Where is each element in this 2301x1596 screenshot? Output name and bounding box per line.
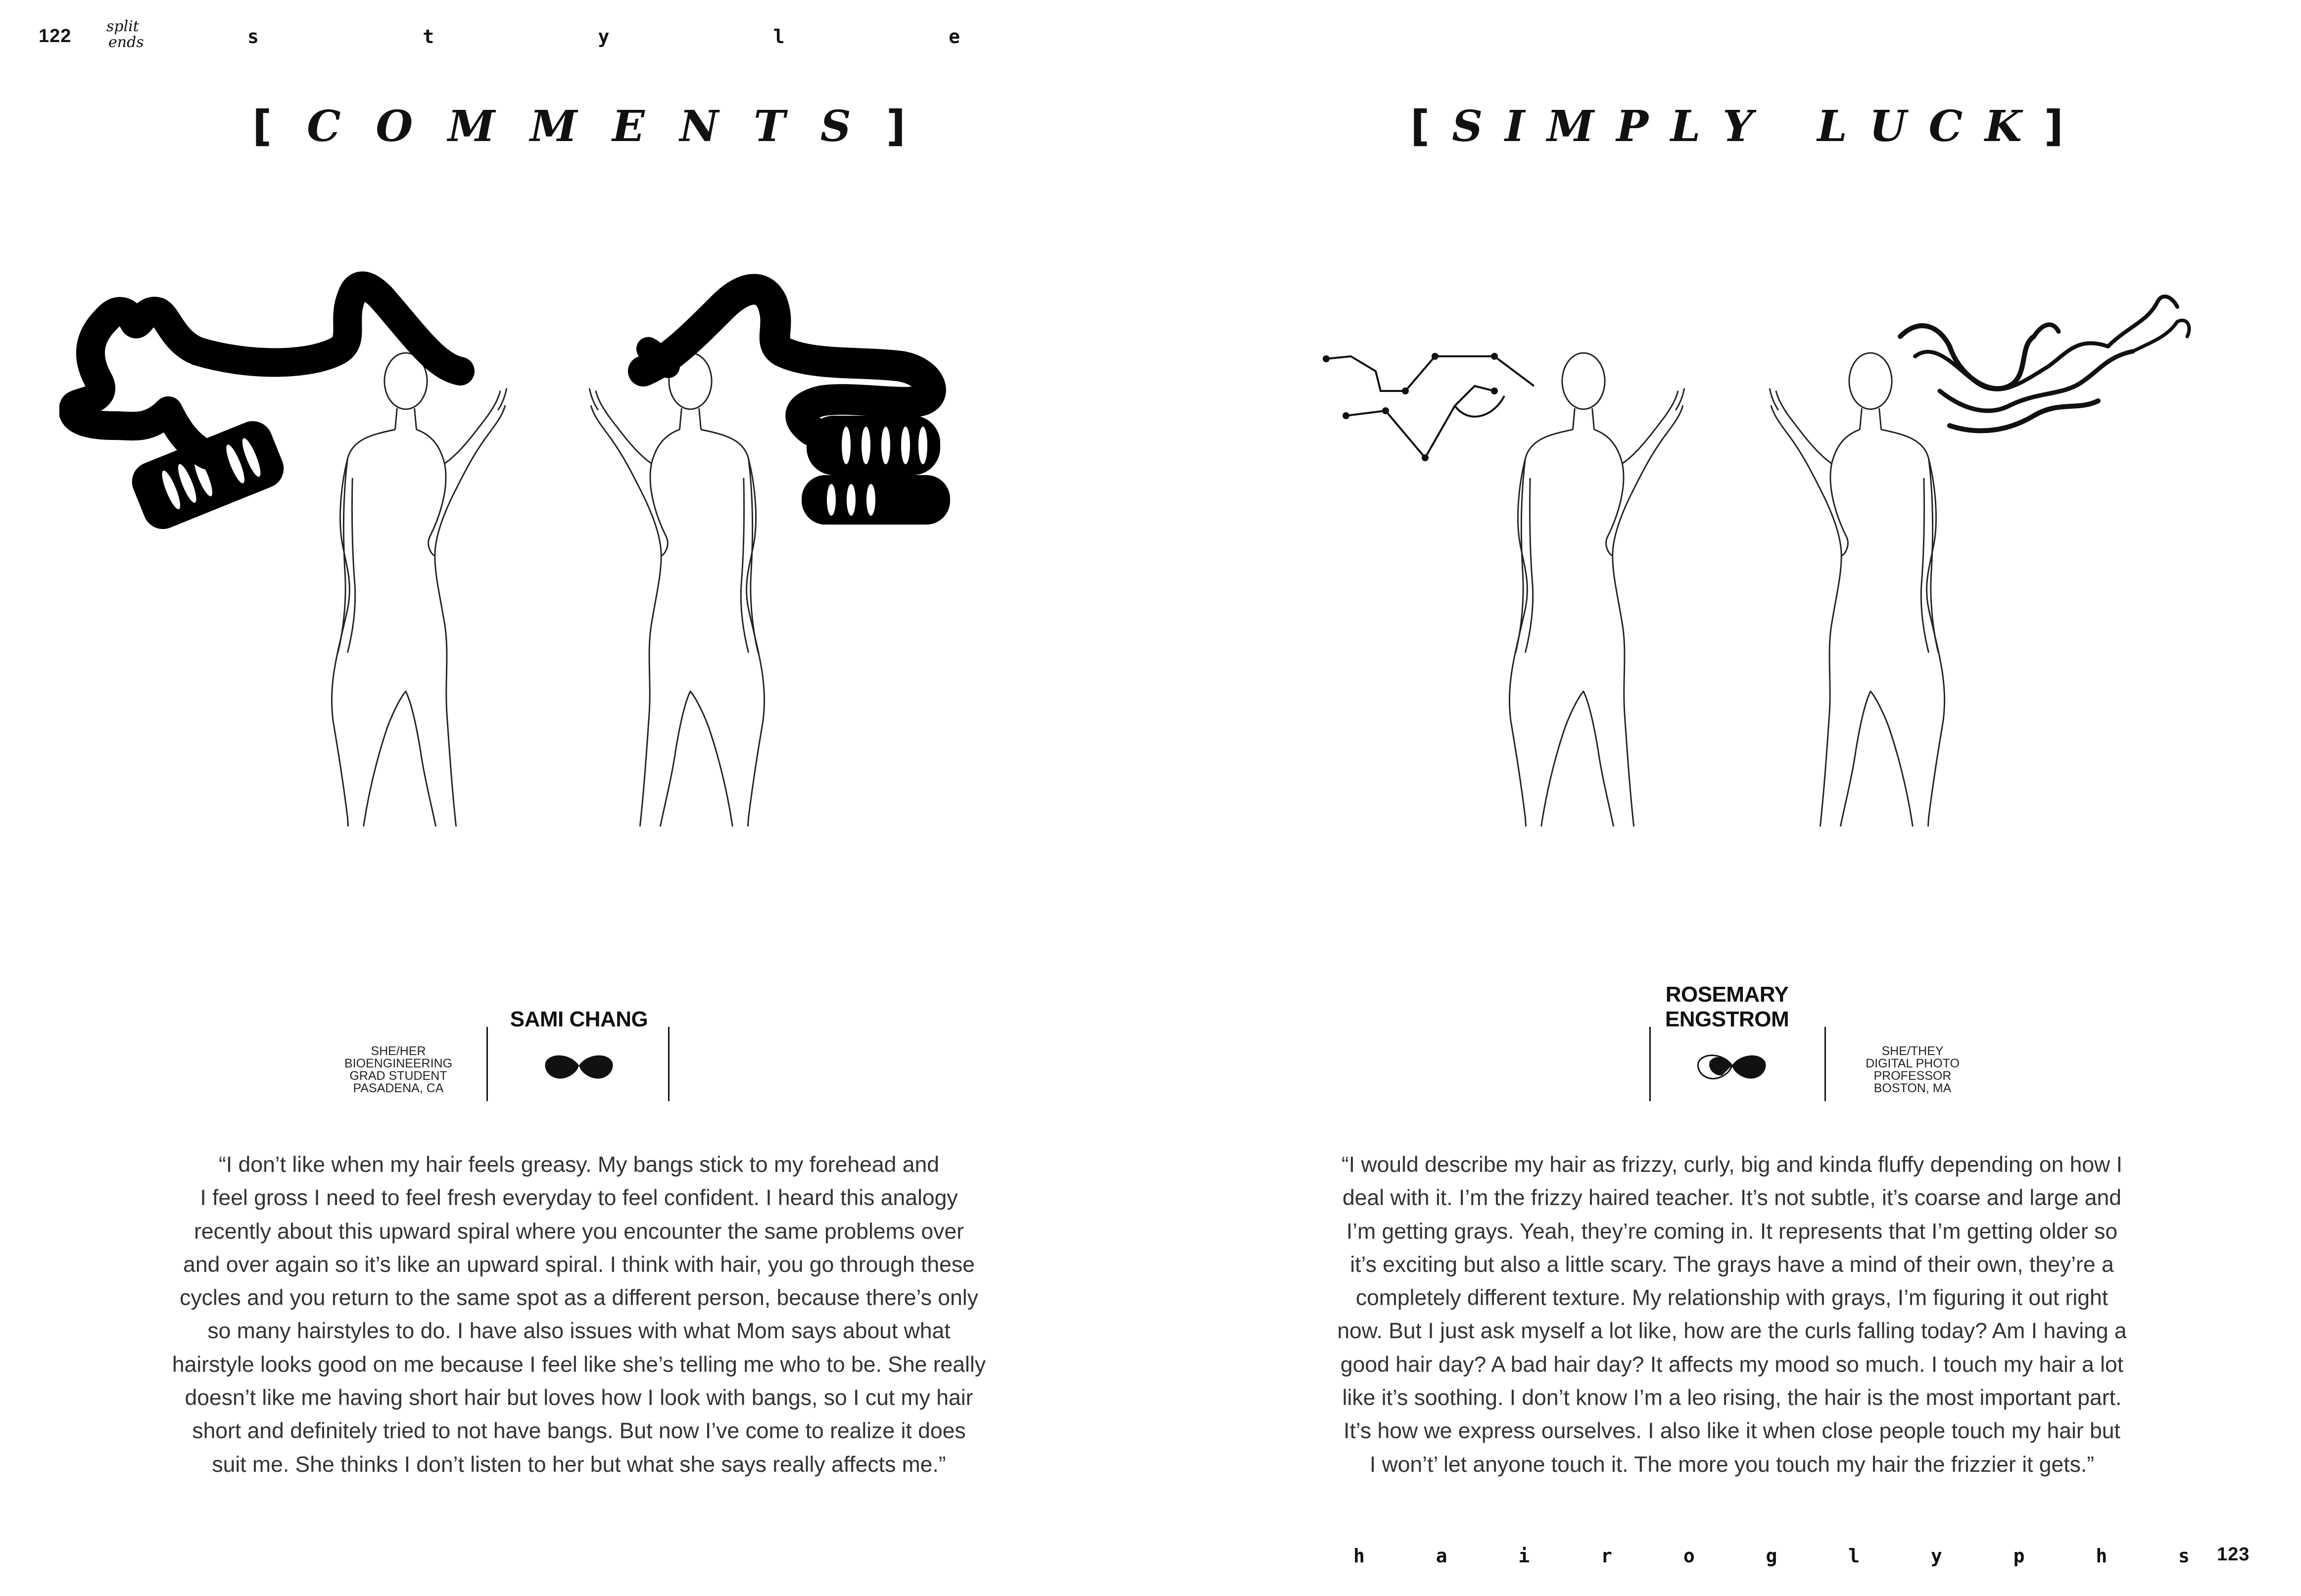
pronouns: SHE/THEY bbox=[1881, 1044, 1944, 1058]
title-letter: S bbox=[820, 101, 851, 151]
title-letter: Y bbox=[1723, 101, 1753, 151]
quote-line: doesn’t like me having short hair but loves how I look with bangs, so I cut my hair bbox=[185, 1386, 973, 1410]
dot-line-hair-glyph bbox=[1323, 353, 1534, 461]
quote-line: I feel gross I need to feel fresh everyday to feel confident. I heard this analogy bbox=[200, 1186, 958, 1210]
title-letter: L bbox=[1817, 101, 1847, 151]
running-head-left bbox=[247, 26, 960, 48]
pronouns: SHE/HER bbox=[371, 1044, 426, 1058]
occupation-line: GRAD STUDENT bbox=[349, 1069, 447, 1083]
bow-glyph-icon bbox=[542, 1047, 616, 1086]
title-letter: C bbox=[1928, 101, 1963, 151]
name-line: ENGSTROM bbox=[1665, 1007, 1789, 1031]
quote-line: so many hairstyles to do. I have also issues with what Mom says about what bbox=[207, 1319, 951, 1344]
running-foot-letter: h bbox=[1353, 1545, 1365, 1567]
logo-line-1: split bbox=[106, 18, 139, 35]
person-name-left: SAMI CHANG bbox=[510, 1007, 648, 1031]
page-number-right: 123 bbox=[2217, 1544, 2250, 1565]
quote-line: It’s how we express ourselves. I also like it when close people touch my hair but bbox=[1343, 1419, 2120, 1444]
title-letter: U bbox=[1869, 101, 1907, 151]
title-letter: L bbox=[1670, 101, 1701, 151]
divider-line bbox=[668, 1027, 670, 1101]
title-letter: P bbox=[1616, 101, 1649, 151]
title-letter: M bbox=[448, 101, 495, 151]
title-bracket-open: [ bbox=[1410, 101, 1430, 151]
quote-line: “I don’t like when my hair feels greasy. My bangs stick to my forehead and bbox=[219, 1153, 939, 1177]
title-letter: M bbox=[530, 101, 577, 151]
quote-line: short and definitely tried to not have bangs. But now I’ve come to realize it does bbox=[192, 1419, 966, 1444]
quote-line: good hair day? A bad hair day? It affects my mood so much. I touch my hair a lot bbox=[1340, 1352, 2124, 1377]
quote-line: and over again so it’s like an upward spiral. I think with hair, you go through these bbox=[183, 1252, 975, 1277]
occupation-line: DIGITAL PHOTO bbox=[1866, 1057, 1960, 1070]
quote-line: I’m getting grays. Yeah, they’re coming in. It represents that I’m getting older so bbox=[1346, 1219, 2118, 1244]
title-letter: E bbox=[612, 101, 645, 151]
title-letter: K bbox=[1984, 101, 2022, 151]
person-name-right bbox=[1633, 982, 1821, 1032]
title-letter: S bbox=[1452, 101, 1483, 151]
page-title-left bbox=[252, 99, 906, 153]
quote-line: hairstyle looks good on me because I feel like she’s telling me who to be. She really bbox=[172, 1352, 986, 1377]
divider-line bbox=[1649, 1027, 1651, 1101]
running-foot-letter: s bbox=[2178, 1545, 2190, 1567]
occupation-line: PROFESSOR bbox=[1873, 1069, 1952, 1083]
running-foot-letter: l bbox=[1848, 1545, 1860, 1567]
left-illustration bbox=[59, 267, 1039, 826]
squiggle-hair-glyph bbox=[643, 290, 950, 525]
right-illustration bbox=[1306, 267, 2237, 826]
squiggle-hair-glyph bbox=[73, 286, 460, 535]
person-details-right bbox=[1851, 1045, 1974, 1095]
running-foot-letter: h bbox=[2096, 1545, 2108, 1567]
quote-right bbox=[1277, 1148, 2187, 1481]
title-bracket-close: ] bbox=[2044, 101, 2063, 151]
running-head-letter: e bbox=[949, 26, 960, 48]
title-letter: I bbox=[1505, 101, 1525, 151]
title-letter: N bbox=[679, 101, 719, 151]
quote-line: it’s exciting but also a little scary. The grays have a mind of their own, they’re a bbox=[1350, 1252, 2114, 1277]
divider-line bbox=[486, 1027, 488, 1101]
person-details-left bbox=[336, 1045, 460, 1095]
page-number-left: 122 bbox=[39, 26, 72, 47]
running-head-letter: y bbox=[598, 26, 610, 48]
occupation-line: BIOENGINEERING bbox=[344, 1057, 453, 1070]
title-letter: M bbox=[1547, 101, 1594, 151]
divider-line bbox=[1824, 1027, 1826, 1101]
wisp-hair-glyph bbox=[1900, 296, 2189, 431]
running-head-letter: t bbox=[423, 26, 434, 48]
quote-line: “I would describe my hair as frizzy, curly, big and kinda fluffy depending on how I bbox=[1341, 1153, 2123, 1177]
quote-line: recently about this upward spiral where you encounter the same problems over bbox=[194, 1219, 964, 1244]
quote-line: cycles and you return to the same spot as a different person, because there’s only bbox=[180, 1286, 978, 1310]
quote-line: suit me. She thinks I don’t listen to her but what she says really affects me.” bbox=[212, 1452, 946, 1477]
quote-line: completely different texture. My relationship with grays, I’m figuring it out right bbox=[1355, 1286, 2109, 1310]
name-line: ROSEMARY bbox=[1665, 982, 1789, 1007]
magazine-logo bbox=[106, 19, 171, 50]
body-outline-illustration bbox=[1306, 267, 2237, 826]
quote-line: now. But I just ask myself a lot like, how are the curls falling today? Am I having a bbox=[1337, 1319, 2127, 1344]
location: PASADENA, CA bbox=[353, 1081, 444, 1095]
running-foot-letter: o bbox=[1683, 1545, 1695, 1567]
running-head-letter: s bbox=[247, 26, 259, 48]
running-head-letter: l bbox=[773, 26, 785, 48]
running-foot-letter: p bbox=[2013, 1545, 2025, 1567]
title-letter: O bbox=[376, 101, 413, 151]
running-foot-letter: g bbox=[1766, 1545, 1777, 1567]
title-bracket-open: [ bbox=[252, 101, 272, 151]
running-foot-right bbox=[1353, 1545, 2190, 1567]
title-letter: T bbox=[753, 101, 785, 151]
logo-line-2: ends bbox=[108, 34, 144, 51]
running-foot-letter: r bbox=[1601, 1545, 1612, 1567]
quote-line: deal with it. I’m the frizzy haired teacher. It’s not subtle, it’s coarse and large and bbox=[1342, 1186, 2121, 1210]
page-title-right bbox=[1410, 99, 2063, 153]
quote-line: like it’s soothing. I don’t know I’m a leo rising, the hair is the most important part. bbox=[1342, 1386, 2122, 1410]
bow-glyph-icon bbox=[1695, 1047, 1769, 1086]
location: BOSTON, MA bbox=[1873, 1081, 1952, 1095]
title-bracket-close: ] bbox=[886, 101, 906, 151]
quote-line: I won’t’ let anyone touch it. The more you touch my hair the frizzier it gets.” bbox=[1369, 1452, 2095, 1477]
running-foot-letter: y bbox=[1930, 1545, 1942, 1567]
running-foot-letter: i bbox=[1518, 1545, 1530, 1567]
running-foot-letter: a bbox=[1436, 1545, 1447, 1567]
quote-left bbox=[124, 1148, 1034, 1481]
title-letter: C bbox=[307, 101, 341, 151]
body-outline-illustration bbox=[59, 267, 1039, 826]
